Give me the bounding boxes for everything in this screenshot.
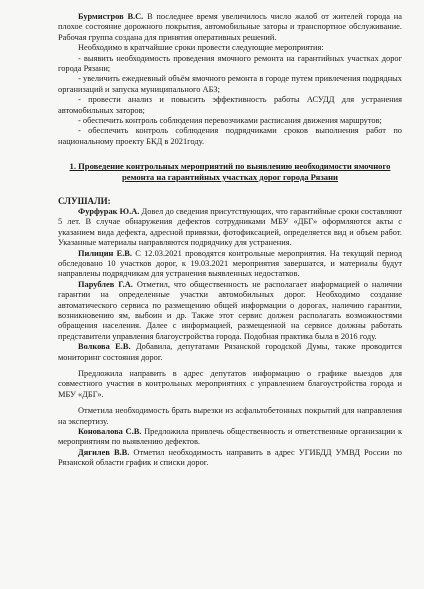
speaker-name: Волкова Е.В. [78, 342, 131, 352]
listened-label: СЛУШАЛИ: [58, 196, 111, 207]
speaker-name: Дягилев В.В. [78, 447, 130, 457]
measure-item: - обеспечить контроль соблюдения перевозчиками расписания движения маршрутов; [78, 116, 382, 126]
paragraph-proposal: Предложила направить в адрес депутатов информацию о графике выездов для совместного участия в контрольных мероприятиях с управлением благоустройства города и МБУ «ДБГ». [58, 368, 402, 399]
measure-item: - обеспечить контроль соблюдения подрядчиками сроков выполнения работ по национальному проекту БКД в 2021году. [58, 126, 402, 146]
speaker-name: Парублев Г.А. [78, 279, 133, 289]
measure-item: - выявить необходимость проведения ямочного ремонта на гарантийных участках дорог города Рязани; [58, 53, 402, 74]
paragraph-furfurak [58, 207, 402, 249]
speaker-name: Пилицин Е.В. [78, 248, 132, 258]
paragraph-burmistrov [58, 12, 402, 43]
paragraph-note: Отметила необходимость брать вырезки из асфальтобетонных покрытий для направления на экспертизу. [58, 406, 402, 426]
measure-item: - увеличить ежедневный объём ямочного ремонта в городе путем привлечения подрядных организаций и запуска муниципального АБЗ; [58, 74, 402, 94]
measure-item: - провести анализ и повысить эффективность работы АСУДД для устранения автомобильных заторов; [58, 95, 402, 115]
paragraph-konovalova [58, 427, 402, 448]
speaker-text: Отметил необходимость направить в адрес УГИБДД УМВД России по Рязанской области график и списки дорог. [58, 447, 402, 468]
speaker-name: Коновалова С.В. [78, 427, 142, 436]
paragraph-pilitsin [58, 249, 402, 280]
paragraph-parublev [58, 280, 402, 342]
section-heading: 1. Проведение контрольных мероприятий по выявлению необходимости ямочного ремонта на гарантийных участках дорог города Рязани [69, 161, 391, 182]
speaker-text: В последнее время увеличилось число жалоб от жителей города на плохое состояние дорожного покрытия, автомобильные заторы и транспортное обслуживание. Рабочая группа создана для принятия оперативных решений. [58, 12, 402, 42]
speaker-name: Фурфурак Ю.А. [78, 206, 140, 216]
speaker-text: Довел до сведения присутствующих, что гарантийные сроки составляют 5 лет. В случае обнаружения дефектов сотрудниками МБУ «ДБГ» оформляются акты с указанием вида дефекта, адресной привязки, фотофиксацией, определяется вид и объем работ. Указанные материалы направляются подрядчику для устранения. [58, 206, 402, 248]
paragraph-dyagilev [58, 448, 402, 469]
paragraph-volkova [58, 342, 402, 363]
measures-intro: Необходимо в кратчайшие сроки провести следующие мероприятия: [78, 43, 324, 53]
speaker-text: С 12.03.2021 проводятся контрольные мероприятия. На текущий период обследовано 10 участков дорог, к 19.03.2021 мероприятия завершатся, и материалы будут направлены подрядчикам для устранения выявленных недостатков. [58, 248, 402, 279]
speaker-name: Бурмистров В.С. [78, 12, 144, 21]
speaker-text: Предложила привлечь общественность и ответственные организации к мероприятиям по выявлению дефектов. [58, 427, 403, 447]
speaker-text: Отметил, что общественность не располагает информацией о наличии гарантии на определенные участки автомобильных дорог. Необходимо создание автоматического сервиса по размещению общей информации о дорогах, наличию гарантии, возникновению ям, выбоин и др. Также этот сервис должен располагать возможностями обращения населения. Далее с информацией, размещенной на сервисе должны работать представители управления благоустройства города. Подобная практика была в 2016 году. [58, 279, 402, 341]
speaker-text: Добавила, депутатами Рязанской городской Думы, также проводится мониторинг состояния дорог. [58, 342, 402, 362]
